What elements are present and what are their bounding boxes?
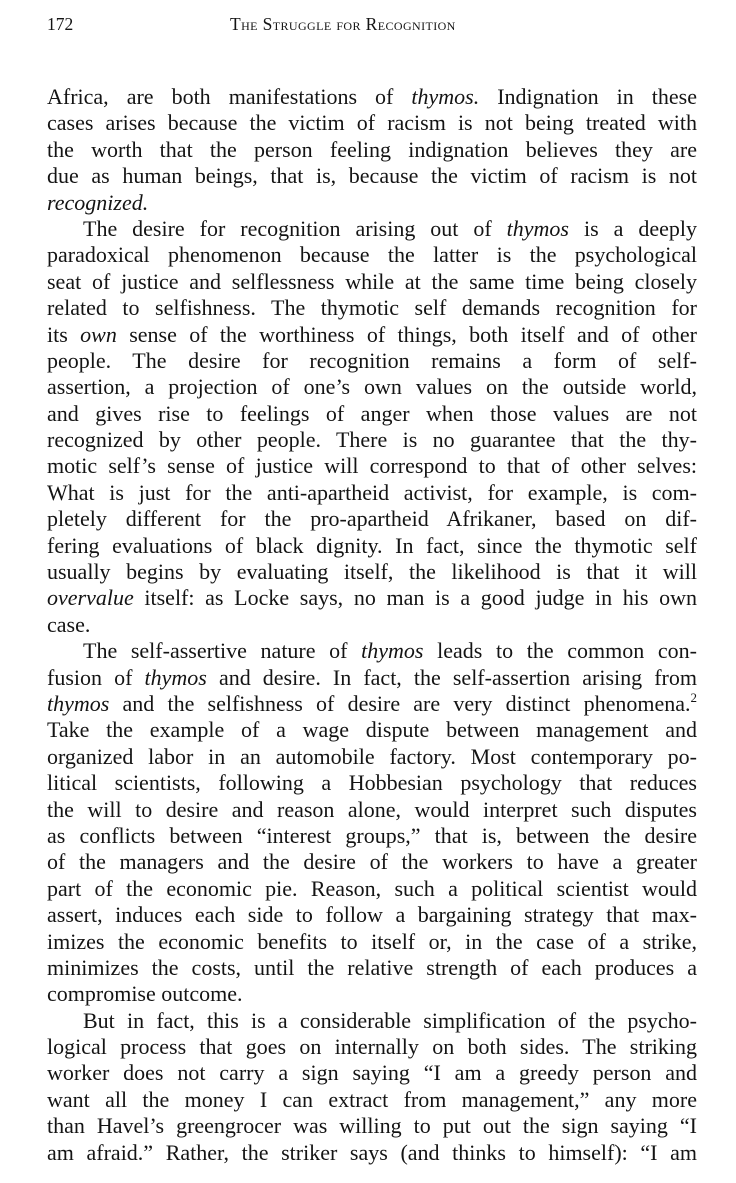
text-line: minimizes the costs, until the relative strength of each produces a: [47, 954, 697, 980]
text-line: fusion of thymos and desire. In fact, the self-assertion arising from: [47, 664, 697, 690]
italic-term: overvalue: [47, 585, 134, 611]
italic-term: own: [80, 321, 117, 347]
text-line: assert, induces each side to follow a bargaining strategy that max-: [47, 902, 697, 928]
text-line: litical scientists, following a Hobbesian psychology that reduces: [47, 770, 697, 796]
text-line: fering evaluations of black dignity. In fact, since the thymotic self: [47, 532, 697, 558]
text-line: [47, 190, 697, 216]
text-line: people. The desire for recognition remains a form of self-: [47, 347, 697, 373]
text-line: recognized by other people. There is no guarantee that the thy-: [47, 427, 697, 453]
text-line: want all the money I can extract from management,” any more: [47, 1086, 697, 1112]
text-line: Africa, are both manifestations of thymos. Indignation in these: [47, 84, 697, 109]
text-line: overvalue itself: as Locke says, no man is a good judge in his own: [47, 585, 697, 611]
text-line: its own sense of the worthiness of things, both itself and of other: [47, 321, 697, 347]
body-text: [47, 84, 697, 1166]
text-line: cases arises because the victim of racism is not being treated with: [47, 110, 697, 136]
italic-term: thymos: [506, 215, 569, 241]
text-line: pletely different for the pro-apartheid Afrikaner, based on dif-: [47, 506, 697, 532]
text-line: But in fact, this is a considerable simplification of the psycho-: [83, 1007, 697, 1033]
running-head: [47, 14, 697, 40]
text-line: paradoxical phenomenon because the latter is the psychological: [47, 242, 697, 268]
text-line: logical process that goes on internally on both sides. The striking: [47, 1034, 697, 1060]
text-line: related to selfishness. The thymotic self demands recognition for: [47, 295, 697, 321]
text-line: as conflicts between “interest groups,” that is, between the desire: [47, 822, 697, 848]
text-line: case.: [47, 611, 91, 637]
text-line: The self-assertive nature of thymos leads to the common con-: [83, 638, 697, 664]
text-line: of the managers and the desire of the workers to have a greater: [47, 849, 697, 875]
text-line: What is just for the anti-apartheid activist, for example, is com-: [47, 479, 697, 505]
italic-term: recognized.: [47, 189, 149, 215]
text-line: Take the example of a wage dispute between management and: [47, 717, 697, 743]
italic-term: thymos: [47, 690, 110, 716]
text-line: due as human beings, that is, because the victim of racism is not: [47, 163, 697, 189]
text-line: organized labor in an automobile factory. Most contemporary po-: [47, 743, 697, 769]
text-line: compromise outcome.: [47, 981, 243, 1007]
text-line: part of the economic pie. Reason, such a political scientist would: [47, 875, 697, 901]
text-line: usually begins by evaluating itself, the likelihood is that it will: [47, 559, 697, 585]
text-line: seat of justice and selflessness while at the same time being closely: [47, 268, 697, 294]
text-line: the will to desire and reason alone, would interpret such disputes: [47, 796, 697, 822]
text-line: and gives rise to feelings of anger when those values are not: [47, 400, 697, 426]
text-line: thymos and the selfishness of desire are very distinct phenomena.$^2$: [47, 689, 697, 716]
page-number: 172: [47, 14, 74, 34]
footnote-marker[interactable]: 2: [690, 689, 697, 705]
text-line: worker does not carry a sign saying “I am a greedy person and: [47, 1060, 697, 1086]
text-line: motic self’s sense of justice will correspond to that of other selves:: [47, 453, 697, 479]
italic-term: thymos.: [411, 84, 480, 109]
text-line: the worth that the person feeling indignation believes they are: [47, 136, 697, 162]
text-line: imizes the economic benefits to itself or, in the case of a strike,: [47, 928, 697, 954]
text-line: than Havel’s greengrocer was willing to put out the sign saying “I: [47, 1113, 697, 1139]
text-line: assertion, a projection of one’s own values on the outside world,: [47, 374, 697, 400]
italic-term: thymos: [144, 664, 207, 690]
chapter-title: The Struggle for Recognition: [230, 14, 456, 34]
text-line: am afraid.” Rather, the striker says (and thinks to himself): “I am: [47, 1139, 697, 1165]
italic-term: thymos: [361, 638, 424, 664]
text-line: The desire for recognition arising out of thymos is a deeply: [83, 215, 697, 241]
